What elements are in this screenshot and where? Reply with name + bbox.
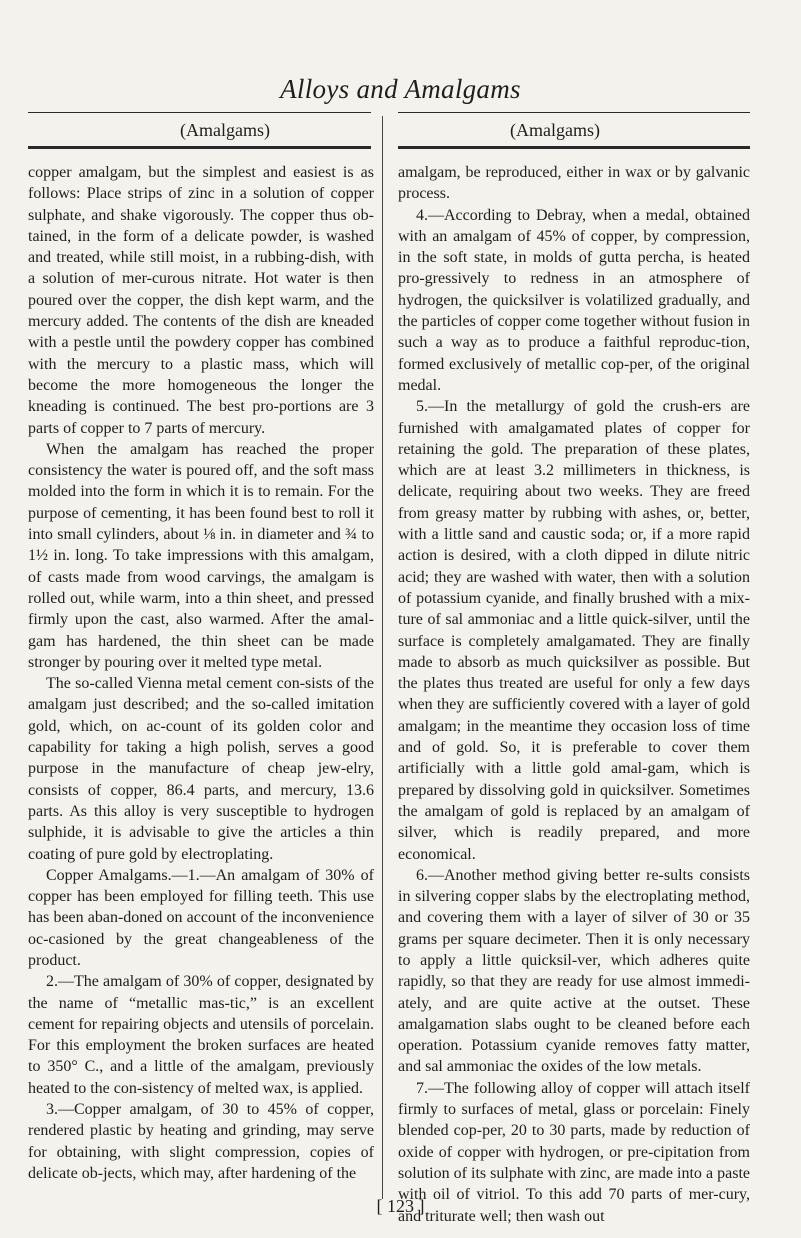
right-column [398, 162, 750, 1227]
paragraph: 6.—Another method giving better re-sults consists in silvering copper slabs by the electroplating method, and covering them with a layer of silver of 30 or 35 grams per square decimeter. Then it is only necessary to apply a little quicksil-ver, which adheres quite rapidly, so that they are ready for use almost immedi-ately, and are quite active at the outset. These amalgamation slabs ought to be cleaned before each operation. Potassium cyanide removes fatty matter, and sal ammoniac the oxides of the low metals. [398, 866, 750, 1076]
paragraph: copper amalgam, but the simplest and easiest is as follows: Place strips of zinc in a solution of copper sulphate, and shake vigorously. The copper thus ob-tained, in the form of a delicate powder, is washed and treated, while still moist, in a rubbing-dish, with a solution of mer-curous nitrate. Hot water is then poured over the copper, the dish kept warm, and the mercury added. The contents of the dish are kneaded with a pestle until the powdery copper has combined with the mercury to a plastic mass, which will become the more homogeneous the longer the kneading is continued. The best pro-portions are 3 parts of copper to 7 parts of mercury. [28, 164, 374, 437]
paragraph: Copper Amalgams.—1.—An amalgam of 30% of copper has been employed for filling teeth. This use has been aban-doned on account of the inconvenience oc-casioned by the great changeableness of the product. [28, 866, 374, 969]
page-title: Alloys and Amalgams [280, 74, 521, 104]
paragraph: 5.—In the metallurgy of gold the crush-ers are furnished with amalgamated plates of copper for retaining the gold. The preparation of these plates, which are at least 3.2 millimeters in thickness, is delicate, requiring about two weeks. They are freed from greasy matter by rubbing with ashes, or, better, with a little sand and caustic soda; or, if a more rapid action is desired, with a cloth dipped in dilute nitric acid; they are washed with water, then with a solution of potassium cyanide, and finally brushed with a mix-ture of sal ammoniac and a little quick-silver, until the surface is completely amalgamated. They are finally made to absorb as much quicksilver as possible. But the plates thus treated are useful for only a few days when they are sufficiently covered with a layer of gold amalgam; in the meantime they occasion loss of time and of gold. So, it is preferable to cover them artificially with a little gold amal-gam, which is prepared by dissolving gold in quicksilver. Sometimes the amalgam of gold is replaced by an amalgam of silver, which is readily prepared, and more economical. [398, 398, 750, 863]
header-rule-left-thick [28, 146, 371, 149]
left-column-heading: (Amalgams) [180, 120, 270, 140]
page-number: [ 123 ] [376, 1196, 425, 1216]
paragraph: amalgam, be reproduced, either in wax or by galvanic process. [398, 164, 750, 203]
header-rule-left-thin [28, 112, 371, 113]
paragraph: 3.—Copper amalgam, of 30 to 45% of copper, rendered plastic by heating and grinding, may serve for obtaining, with slight compression, copies of delicate ob-jects, which may, after hardening of the [28, 1101, 374, 1182]
header-rule-right-thick [398, 146, 750, 149]
column-divider [382, 116, 383, 1199]
paragraph: 4.—According to Debray, when a medal, obtained with an amalgam of 45% of copper, by compression, in the soft state, in molds of gutta percha, is heated pro-gressively to redness in an atmosphere of hydrogen, the quicksilver is volatilized gradually, and the particles of copper come together without fusion in such a way as to produce a faithful reproduc-tion, formed exclusively of metallic cop-per, of the original medal. [398, 206, 750, 394]
paragraph: When the amalgam has reached the proper consistency the water is poured off, and the soft mass molded into the form in which it is to remain. For the purpose of cementing, it has been found best to roll it into small cylinders, about ⅛ in. in diameter and ¾ to 1½ in. long. To take impressions with this amalgam, of casts made from wood carvings, the amalgam is rolled out, while warm, into a thin sheet, and pressed firmly upon the cast, also warmed. After the amal-gam has hardened, the thin sheet can be made stronger by pouring over it melted type metal. [28, 440, 374, 671]
paragraph: 2.—The amalgam of 30% of copper, designated by the name of “metallic mas-tic,” is an excellent cement for repairing objects and utensils of porcelain. For this employment the broken surfaces are heated to 350° C., and a little of the amalgam, previously heated to the con-sistency of melted wax, is applied. [28, 973, 374, 1097]
paragraph: The so-called Vienna metal cement con-sists of the amalgam just described; and the so-called imitation gold, which, on ac-count of its golden color and capability for taking a high polish, serves a good purpose in the manufacture of cheap jew-elry, consists of copper, 86.4 parts, and mercury, 13.6 parts. As this alloy is very susceptible to hydrogen sulphide, it is advisable to give the articles a thin coating of pure gold by electroplating. [28, 675, 374, 863]
right-column-heading: (Amalgams) [510, 120, 600, 140]
left-column [28, 162, 374, 1184]
header-rule-right-thin [398, 112, 750, 113]
paragraph: 7.—The following alloy of copper will attach itself firmly to surfaces of metal, glass or porcelain: Finely blended cop-per, 20 to 30 parts, made by reduction of oxide of copper with hydrogen, or pre-cipitation from solution of its sulphate with zinc, are made into a paste with oil of vitriol. To this add 70 parts of mer-cury, and triturate well; then wash out [398, 1079, 750, 1225]
